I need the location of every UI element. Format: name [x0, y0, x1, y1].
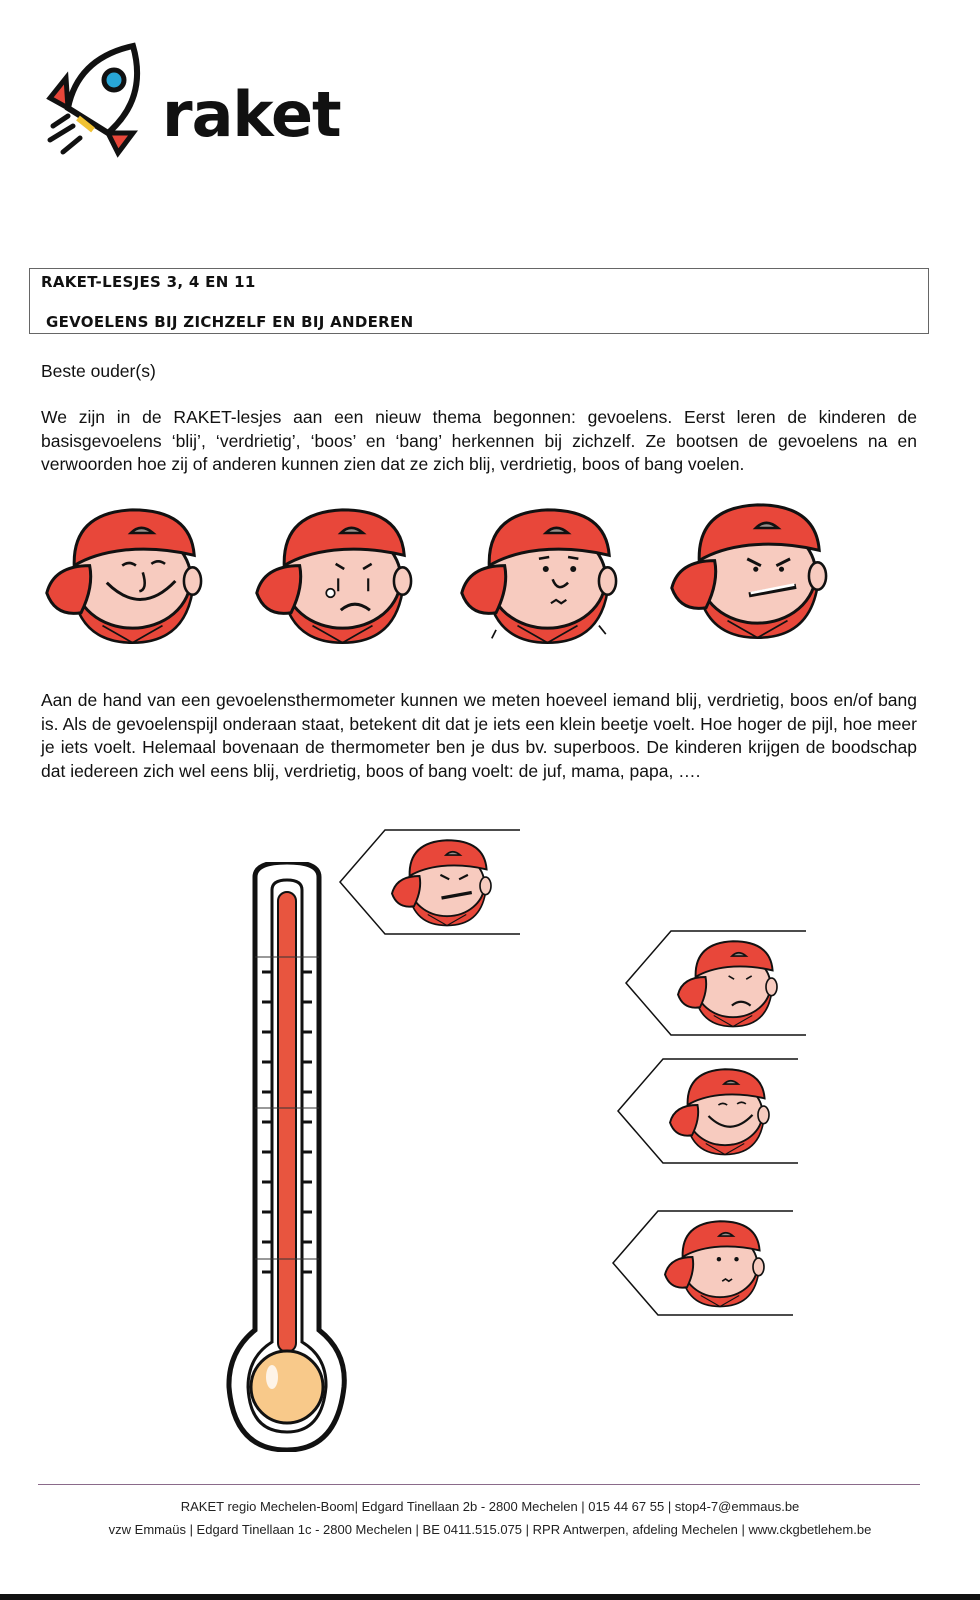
intro-paragraph: We zijn in de RAKET-lesjes aan een nieuw thema begonnen: gevoelens. Eerst leren de kinderen de basisgevoelens ‘blij’, ‘verdrietig’, ‘boos’ en ‘bang’ herkennen bij zichzelf. Ze bootsen de gevoelens na en verwoorden hoe zij of anderen kunnen zien dat ze zich blij, verdrietig, boos of bang voelen.	[41, 407, 917, 474]
scared-face-illustration	[455, 497, 640, 647]
sad-face-illustration	[250, 497, 435, 647]
bottom-edge-bar	[0, 1594, 980, 1600]
arrow-tag-angry	[337, 827, 523, 937]
happy-face-illustration	[40, 497, 225, 647]
greeting: Beste ouder(s)	[41, 361, 156, 381]
brand-name: raket	[162, 78, 341, 151]
footer-contact-line: RAKET regio Mechelen-Boom| Edgard Tinellaan 2b - 2800 Mechelen | 015 44 67 55 | stop4-7@emmaus.be	[180, 1499, 800, 1514]
arrow-tag-happy	[615, 1056, 801, 1166]
angry-face-illustration	[665, 492, 850, 642]
rocket-icon	[50, 46, 137, 153]
arrow-tag-scared	[610, 1208, 796, 1318]
lesson-title: RAKET-LESJES 3, 4 EN 11	[41, 273, 256, 291]
arrow-tag-sad	[623, 928, 809, 1038]
header-box	[29, 268, 929, 334]
feelings-thermometer	[222, 862, 352, 1452]
thermometer-paragraph: Aan de hand van een gevoelensthermometer kunnen we meten hoeveel iemand blij, verdrietig, boos en/of bang is. Als de gevoelenspijl onderaan staat, betekent dit dat je iets een klein beetje voelt. Hoe hoger de pijl, hoe meer je iets voelt. Helemaal bovenaan de thermometer ben je dus bv. superboos. De kinderen krijgen de boodschap dat iedereen zich wel eens blij, verdrietig, boos of bang voelt: de juf, mama, papa, ….	[41, 690, 917, 781]
footer-legal-line: vzw Emmaüs | Edgard Tinellaan 1c - 2800 Mechelen | BE 0411.515.075 | RPR Antwerpen, afdeling Mechelen | www.ckgbetlehem.be	[108, 1522, 872, 1537]
theme-title: GEVOELENS BIJ ZICHZELF EN BIJ ANDEREN	[46, 313, 414, 331]
footer-divider	[38, 1484, 920, 1485]
